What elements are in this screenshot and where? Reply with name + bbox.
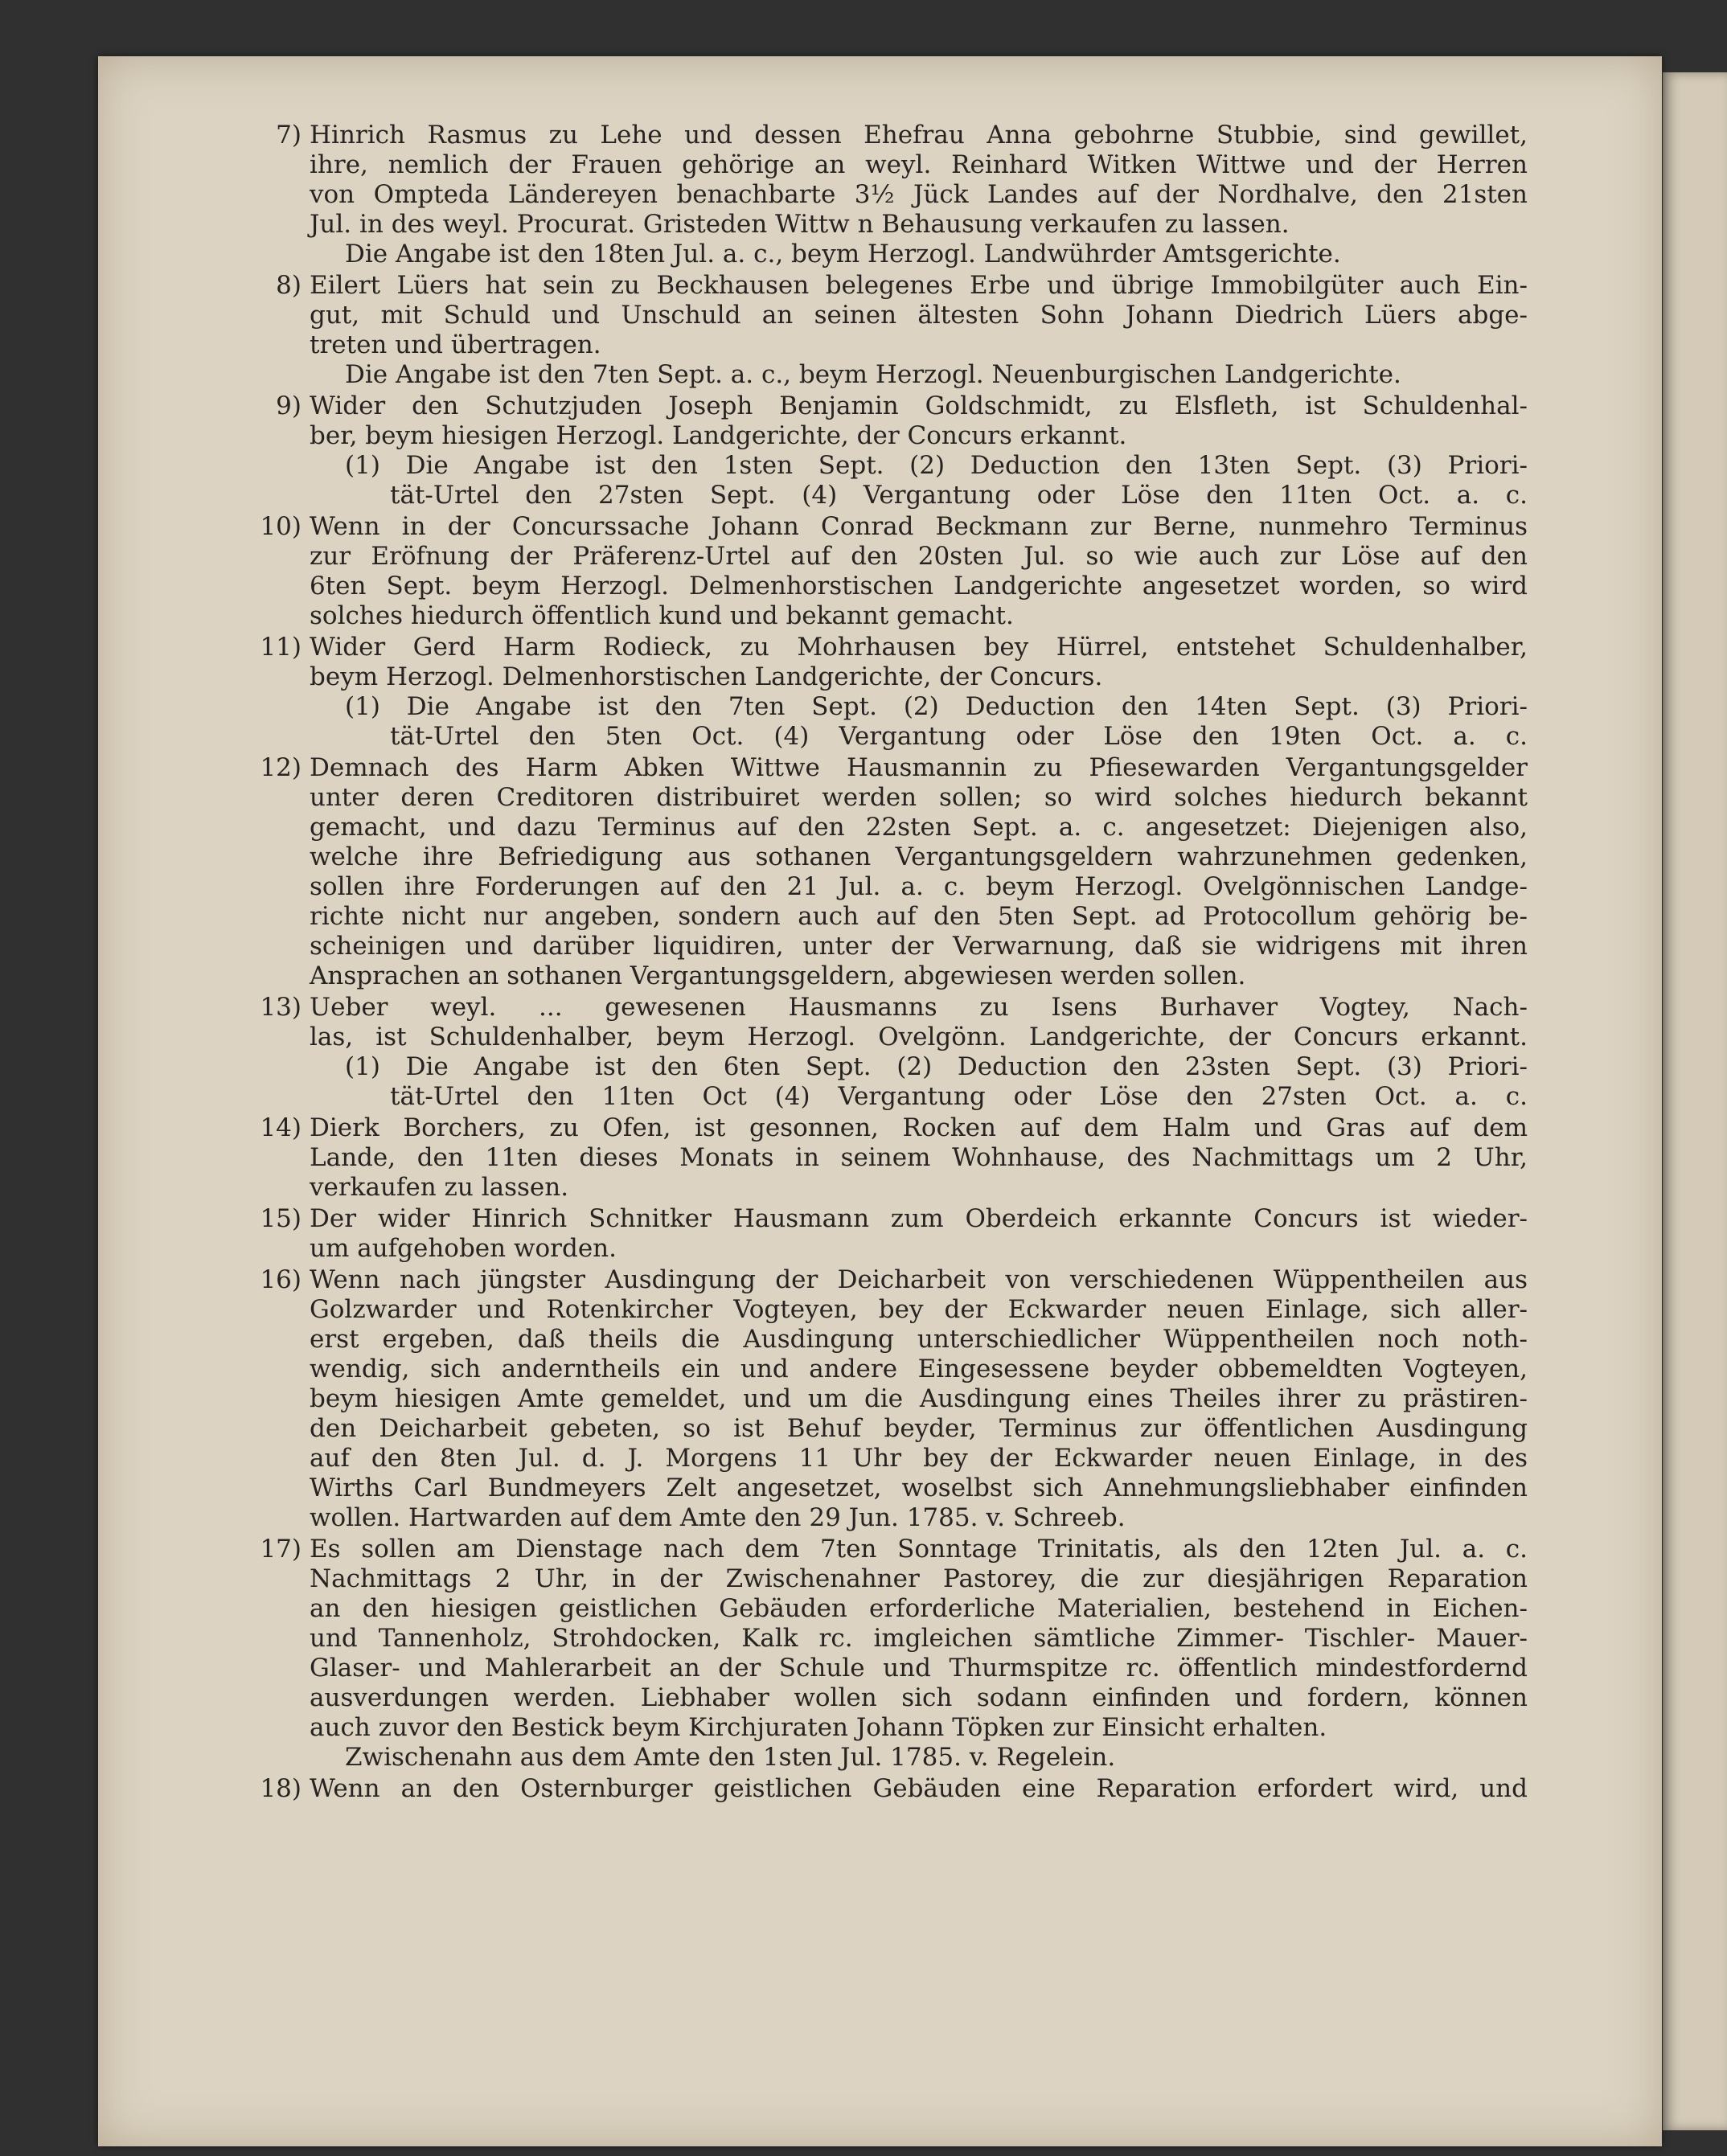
text-line: Jul. in des weyl. Procurat. Gristeden Wittw n Behausung verkaufen zu lassen. xyxy=(310,210,1290,239)
text-line: Wirths Carl Bundmeyers Zelt angesetzet, woselbst sich Annehmungsliebhaber einfinden xyxy=(310,1474,1528,1502)
text-line: Golzwarder und Rotenkircher Vogteyen, bey der Eckwarder neuen Einlage, sich aller- xyxy=(310,1295,1528,1324)
text-line: Dierk Borchers, zu Ofen, ist gesonnen, Rocken auf dem Halm und Gras auf dem xyxy=(310,1113,1528,1142)
text-line: Wider Gerd Harm Rodieck, zu Mohrhausen bey Hürrel, entstehet Schuldenhalber, xyxy=(310,633,1528,662)
text-line: Die Angabe ist den 18ten Jul. a. c., beym Herzogl. Landwührder Amtsgerichte. xyxy=(345,240,1341,268)
entry-number: 18) xyxy=(260,1774,302,1803)
text-line: treten und übertragen. xyxy=(310,330,601,359)
text-line: ber, beym hiesigen Herzogl. Landgerichte, der Concurs erkannt. xyxy=(310,421,1127,450)
entry-number: 8) xyxy=(276,271,302,300)
text-line: verkaufen zu lassen. xyxy=(310,1173,569,1202)
entry-number: 12) xyxy=(260,753,302,782)
text-line: Der wider Hinrich Schnitker Hausmann zum Oberdeich erkannte Concurs ist wieder- xyxy=(310,1204,1528,1233)
text-line: Ueber weyl. ... gewesenen Hausmanns zu Isens Burhaver Vogtey, Nach- xyxy=(310,993,1528,1022)
text-line: richte nicht nur angeben, sondern auch auf den 5ten Sept. ad Protocollum gehörig be- xyxy=(310,902,1528,931)
entry-number: 11) xyxy=(260,633,302,662)
text-line: beym Herzogl. Delmenhorstischen Landgerichte, der Concurs. xyxy=(310,662,1103,691)
entry-9 xyxy=(276,391,1528,510)
text-line: tät-Urtel den 5ten Oct. (4) Vergantung oder Löse den 19ten Oct. a. c. xyxy=(390,722,1528,751)
entry-18 xyxy=(260,1774,1528,1804)
entry-number: 14) xyxy=(260,1113,302,1142)
entry-number: 15) xyxy=(260,1204,302,1233)
text-line: Nachmittags 2 Uhr, in der Zwischenahner Pastorey, die zur diesjährigen Reparation xyxy=(310,1564,1528,1593)
text-line: (1) Die Angabe ist den 7ten Sept. (2) Deduction den 14ten Sept. (3) Priori- xyxy=(345,692,1528,721)
text-line: Glaser- und Mahlerarbeit an der Schule und Thurmspitze rc. öffentlich mindestfordernd xyxy=(310,1654,1528,1683)
text-line: Es sollen am Dienstage nach dem 7ten Sonntage Trinitatis, als den 12ten Jul. a. c. xyxy=(310,1535,1528,1564)
text-line: Eilert Lüers hat sein zu Beckhausen belegenes Erbe und übrige Immobilgüter auch Ein- xyxy=(310,271,1528,300)
entry-16 xyxy=(260,1265,1528,1533)
entry-14 xyxy=(260,1113,1528,1203)
text-line: Lande, den 11ten dieses Monats in seinem Wohnhause, des Nachmittags um 2 Uhr, xyxy=(310,1143,1528,1172)
text-line: gemacht, und dazu Terminus auf den 22sten Sept. a. c. angesetzet: Diejenigen also, xyxy=(310,813,1528,842)
text-line: Wenn in der Concurssache Johann Conrad Beckmann zur Berne, nunmehro Terminus xyxy=(310,512,1528,541)
text-line: auch zuvor den Bestick beym Kirchjuraten Johann Töpken zur Einsicht erhalten. xyxy=(310,1713,1327,1742)
text-line: Ansprachen an sothanen Vergantungsgeldern, abgewiesen werden sollen. xyxy=(310,961,1246,990)
text-line: Wenn an den Osternburger geistlichen Gebäuden eine Reparation erfordert wird, und xyxy=(310,1774,1528,1803)
text-line: tät-Urtel den 11ten Oct (4) Vergantung oder Löse den 27sten Oct. a. c. xyxy=(390,1082,1528,1111)
text-line: gut, mit Schuld und Unschuld an seinen ältesten Sohn Johann Diedrich Lüers abge- xyxy=(310,301,1528,330)
text-line: beym hiesigen Amte gemeldet, und um die Ausdingung eines Theiles ihrer zu prästiren- xyxy=(310,1384,1528,1413)
text-line: zur Eröfnung der Präferenz-Urtel auf den 20sten Jul. so wie auch zur Löse auf den xyxy=(310,542,1528,571)
entry-number: 17) xyxy=(260,1535,302,1564)
text-line: Demnach des Harm Abken Wittwe Hausmannin zu Pfiesewarden Vergantungsgelder xyxy=(310,753,1528,782)
entry-13 xyxy=(260,993,1528,1112)
text-line: wollen. Hartwarden auf dem Amte den 29 Jun. 1785. v. Schreeb. xyxy=(310,1503,1126,1532)
text-line: und Tannenholz, Strohdocken, Kalk rc. imgleichen sämtliche Zimmer- Tischler- Mauer- xyxy=(310,1624,1528,1653)
text-line: scheinigen und darüber liquidiren, unter der Verwarnung, daß sie widrigens mit ihren xyxy=(310,932,1528,961)
text-line: Die Angabe ist den 7ten Sept. a. c., beym Herzogl. Neuenburgischen Landgerichte. xyxy=(345,360,1401,389)
entry-11 xyxy=(260,633,1528,752)
text-line: (1) Die Angabe ist den 6ten Sept. (2) Deduction den 23sten Sept. (3) Priori- xyxy=(345,1052,1528,1081)
entry-number: 7) xyxy=(276,121,302,150)
text-line: ausverdungen werden. Liebhaber wollen sich sodann einfinden und fordern, können xyxy=(310,1683,1528,1712)
text-line: Zwischenahn aus dem Amte den 1sten Jul. 1785. v. Regelein. xyxy=(345,1743,1116,1772)
text-line: tät-Urtel den 27sten Sept. (4) Vergantung oder Löse den 11ten Oct. a. c. xyxy=(390,481,1528,510)
text-line: solches hiedurch öffentlich kund und bekannt gemacht. xyxy=(310,601,1014,630)
text-line: welche ihre Befriedigung aus sothanen Vergantungsgeldern wahrzunehmen gedenken, xyxy=(310,842,1528,871)
text-line: unter deren Creditoren distribuiret werden sollen; so wird solches hiedurch bekannt xyxy=(310,783,1528,812)
text-line: auf den 8ten Jul. d. J. Morgens 11 Uhr bey der Eckwarder neuen Einlage, in des xyxy=(310,1444,1528,1473)
entry-10 xyxy=(260,512,1528,631)
entry-8 xyxy=(276,271,1528,390)
adjacent-page-edge xyxy=(1663,72,1727,2130)
entry-number: 16) xyxy=(260,1265,302,1294)
text-line: wendig, sich anderntheils ein und andere Eingesessene beyder obbemeldten Vogteyen, xyxy=(310,1355,1528,1383)
entry-number: 13) xyxy=(260,993,302,1022)
text-line: Wenn nach jüngster Ausdingung der Deicharbeit von verschiedenen Wüppentheilen aus xyxy=(310,1265,1528,1294)
text-line: las, ist Schuldenhalber, beym Herzogl. Ovelgönn. Landgerichte, der Concurs erkannt. xyxy=(310,1023,1528,1051)
entry-17 xyxy=(260,1535,1528,1773)
text-line: sollen ihre Forderungen auf den 21 Jul. a. c. beym Herzogl. Ovelgönnischen Landge- xyxy=(310,872,1528,901)
document-text xyxy=(260,121,1528,1806)
text-line: von Ompteda Ländereyen benachbarte 3½ Jück Landes auf der Nordhalve, den 21sten xyxy=(310,180,1528,209)
text-line: um aufgehoben worden. xyxy=(310,1234,617,1263)
text-line: ihre, nemlich der Frauen gehörige an weyl. Reinhard Witken Wittwe und der Herren xyxy=(310,150,1528,179)
text-line: Wider den Schutzjuden Joseph Benjamin Goldschmidt, zu Elsfleth, ist Schuldenhal- xyxy=(310,391,1528,420)
text-line: an den hiesigen geistlichen Gebäuden erforderliche Materialien, bestehend in Eichen- xyxy=(310,1594,1528,1623)
text-line: 6ten Sept. beym Herzogl. Delmenhorstischen Landgerichte angesetzet worden, so wird xyxy=(310,572,1528,600)
text-line: den Deicharbeit gebeten, so ist Behuf beyder, Terminus zur öffentlichen Ausdingung xyxy=(310,1414,1528,1443)
entry-number: 9) xyxy=(276,391,302,420)
text-line: Hinrich Rasmus zu Lehe und dessen Ehefrau Anna gebohrne Stubbie, sind gewillet, xyxy=(310,121,1528,150)
entry-7 xyxy=(276,121,1528,269)
text-line: (1) Die Angabe ist den 1sten Sept. (2) Deduction den 13ten Sept. (3) Priori- xyxy=(345,451,1528,480)
entry-number: 10) xyxy=(260,512,302,541)
text-line: erst ergeben, daß theils die Ausdingung unterschiedlicher Wüppentheilen noch noth- xyxy=(310,1325,1528,1354)
entry-12 xyxy=(260,753,1528,991)
entry-15 xyxy=(260,1204,1528,1264)
